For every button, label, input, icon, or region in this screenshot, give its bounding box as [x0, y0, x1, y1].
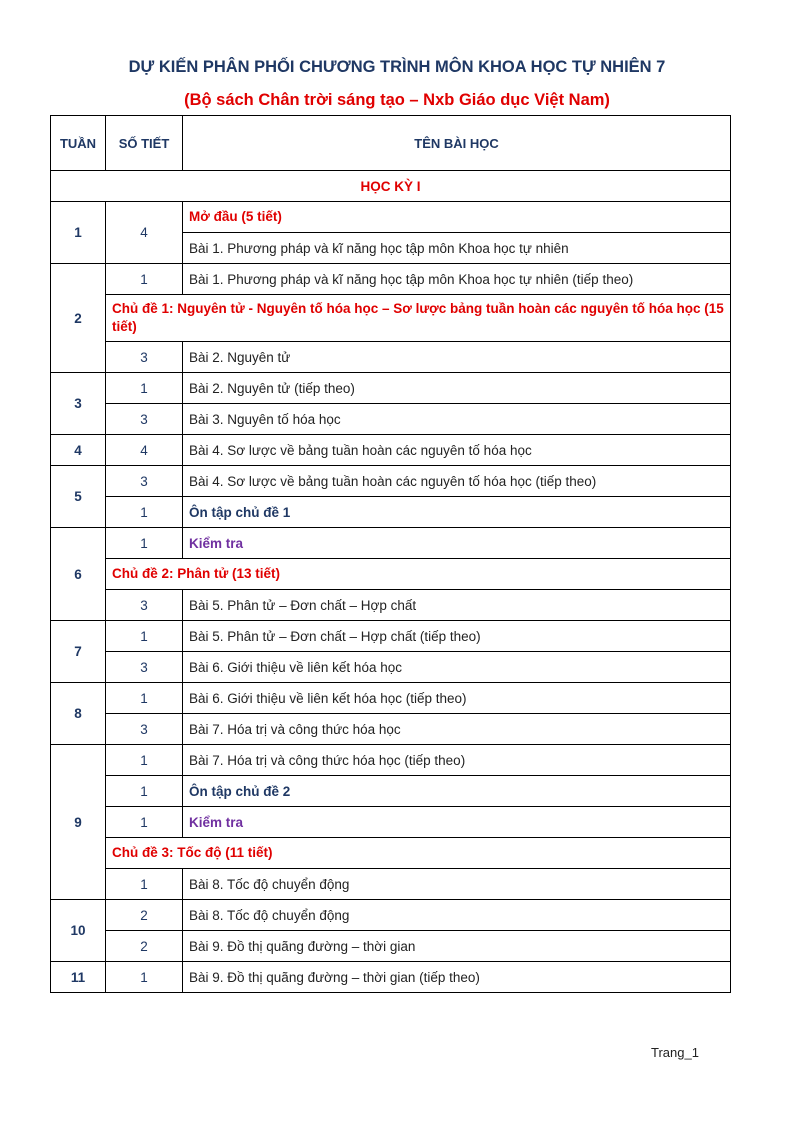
table-row: [51, 202, 731, 233]
table-row: [51, 714, 731, 745]
table-row: [51, 497, 731, 528]
lesson-title: Bài 1. Phương pháp và kĩ năng học tập môn Khoa học tự nhiên: [183, 233, 731, 264]
lesson-title: Bài 9. Đồ thị quãng đường – thời gian: [183, 931, 731, 962]
lesson-title: Bài 4. Sơ lược về bảng tuần hoàn các nguyên tố hóa học: [183, 435, 731, 466]
period-count: 1: [106, 621, 183, 652]
lesson-title: Bài 9. Đồ thị quãng đường – thời gian (tiếp theo): [183, 962, 731, 993]
table-row: [51, 373, 731, 404]
period-count: 3: [106, 404, 183, 435]
period-count: 1: [106, 497, 183, 528]
lesson-title: Bài 7. Hóa trị và công thức hóa học: [183, 714, 731, 745]
table-row: [51, 900, 731, 931]
topic-row: [51, 559, 731, 590]
table-row: [51, 435, 731, 466]
lesson-title: Bài 4. Sơ lược về bảng tuần hoàn các nguyên tố hóa học (tiếp theo): [183, 466, 731, 497]
table-body: [51, 171, 731, 993]
table-row: [51, 342, 731, 373]
week-number: 4: [51, 435, 106, 466]
period-count: 1: [106, 264, 183, 295]
week-number: 5: [51, 466, 106, 528]
table-row: [51, 869, 731, 900]
document-subtitle: (Bộ sách Chân trời sáng tạo – Nxb Giáo dục Việt Nam): [184, 91, 610, 109]
table-row: [51, 931, 731, 962]
lesson-title: Bài 7. Hóa trị và công thức hóa học (tiếp theo): [183, 745, 731, 776]
period-count: 3: [106, 714, 183, 745]
topic-title: Chủ đề 1: Nguyên tử - Nguyên tố hóa học – Sơ lược bảng tuần hoàn các nguyên tố hóa học (15 tiết): [106, 295, 731, 342]
week-number: 2: [51, 264, 106, 373]
column-header-lesson: TÊN BÀI HỌC: [183, 116, 731, 171]
week-number: 11: [51, 962, 106, 993]
period-count: 1: [106, 745, 183, 776]
page-number: Trang_1: [651, 1045, 699, 1060]
column-header-week: TUẦN: [51, 116, 106, 171]
topic-title: Chủ đề 3: Tốc độ (11 tiết): [106, 838, 731, 869]
period-count: 1: [106, 869, 183, 900]
week-number: 1: [51, 202, 106, 264]
period-count: 3: [106, 466, 183, 497]
period-count: 1: [106, 373, 183, 404]
semester-label: HỌC KỲ I: [51, 171, 731, 202]
lesson-title: Bài 5. Phân tử – Đơn chất – Hợp chất (tiếp theo): [183, 621, 731, 652]
test-title: Kiểm tra: [183, 807, 731, 838]
review-title: Ôn tập chủ đề 1: [183, 497, 731, 528]
period-count: 2: [106, 900, 183, 931]
period-count: 1: [106, 683, 183, 714]
table-row: [51, 528, 731, 559]
week-number: 9: [51, 745, 106, 900]
semester-row: [51, 171, 731, 202]
curriculum-table: [50, 115, 731, 993]
table-row: [51, 466, 731, 497]
week-number: 10: [51, 900, 106, 962]
lesson-title: Bài 2. Nguyên tử: [183, 342, 731, 373]
period-count: 1: [106, 807, 183, 838]
period-count: 4: [106, 202, 183, 264]
table-row: [51, 745, 731, 776]
lesson-title: Bài 6. Giới thiệu về liên kết hóa học (tiếp theo): [183, 683, 731, 714]
period-count: 4: [106, 435, 183, 466]
review-title: Ôn tập chủ đề 2: [183, 776, 731, 807]
lesson-title: Bài 8. Tốc độ chuyển động: [183, 900, 731, 931]
period-count: 3: [106, 590, 183, 621]
lesson-title: Bài 8. Tốc độ chuyển động: [183, 869, 731, 900]
table-row: [51, 807, 731, 838]
lesson-title: Bài 2. Nguyên tử (tiếp theo): [183, 373, 731, 404]
table-row: [51, 776, 731, 807]
period-count: 1: [106, 528, 183, 559]
period-count: 1: [106, 776, 183, 807]
test-title: Kiểm tra: [183, 528, 731, 559]
lesson-title: Bài 3. Nguyên tố hóa học: [183, 404, 731, 435]
table-header-row: [51, 116, 731, 171]
period-count: 1: [106, 962, 183, 993]
period-count: 3: [106, 652, 183, 683]
table-row: [51, 404, 731, 435]
period-count: 2: [106, 931, 183, 962]
week-number: 8: [51, 683, 106, 745]
week-number: 3: [51, 373, 106, 435]
period-count: 3: [106, 342, 183, 373]
topic-title: Chủ đề 2: Phân tử (13 tiết): [106, 559, 731, 590]
week-number: 7: [51, 621, 106, 683]
topic-row: [51, 295, 731, 342]
topic-row: [51, 838, 731, 869]
table-row: [51, 683, 731, 714]
table-row: [51, 652, 731, 683]
table-row: [51, 621, 731, 652]
column-header-periods: SỐ TIẾT: [106, 116, 183, 171]
week-number: 6: [51, 528, 106, 621]
topic-title: Mở đầu (5 tiết): [183, 202, 731, 233]
lesson-title: Bài 5. Phân tử – Đơn chất – Hợp chất: [183, 590, 731, 621]
table-row: [51, 590, 731, 621]
lesson-title: Bài 1. Phương pháp và kĩ năng học tập môn Khoa học tự nhiên (tiếp theo): [183, 264, 731, 295]
table-row: [51, 264, 731, 295]
document-title: DỰ KIẾN PHÂN PHỐI CHƯƠNG TRÌNH MÔN KHOA HỌC TỰ NHIÊN 7: [128, 58, 666, 76]
lesson-title: Bài 6. Giới thiệu về liên kết hóa học: [183, 652, 731, 683]
table-row: [51, 962, 731, 993]
